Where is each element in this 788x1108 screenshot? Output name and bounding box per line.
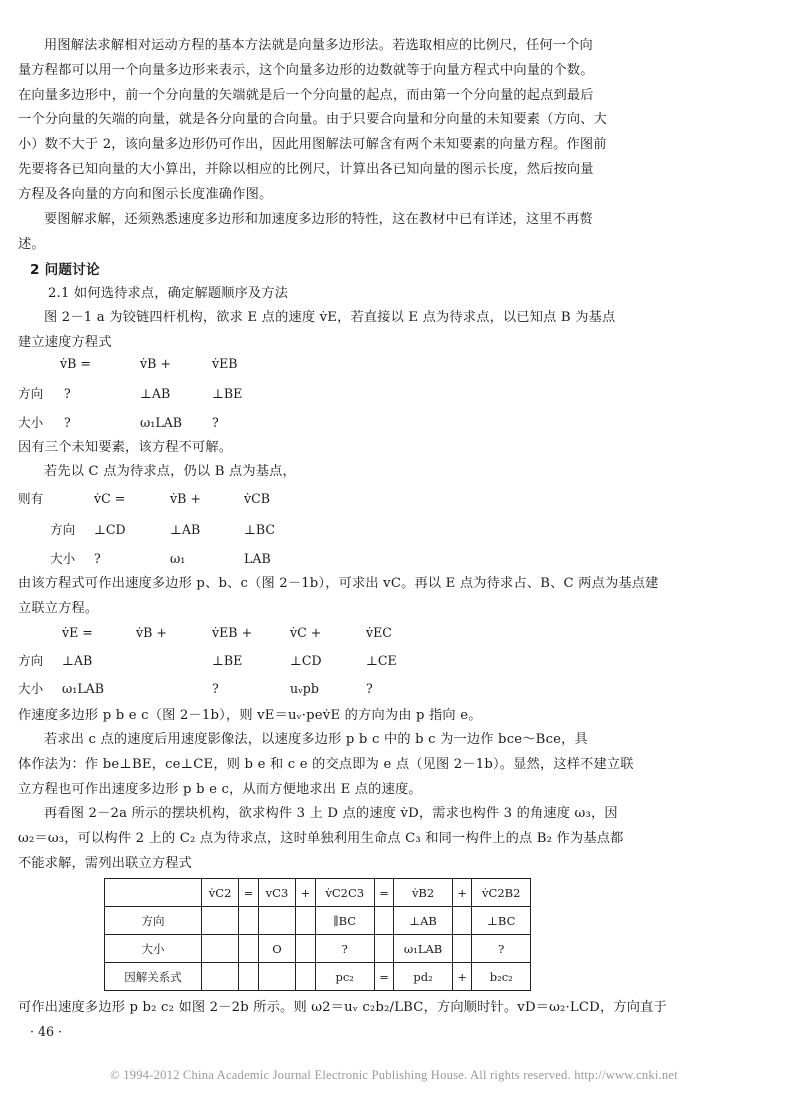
eq-cell: ω₁LAB xyxy=(62,681,105,696)
text-line: 方程及各向量的方向和图示长度准确作图。 xyxy=(18,186,273,202)
table-cell: ∥BC xyxy=(315,907,374,935)
table-cell xyxy=(239,907,259,935)
text-line: 用图解法求解相对运动方程的基本方法就是向量多边形法。若选取相应的比例尺，任何一个向 xyxy=(44,38,593,53)
table-cell xyxy=(296,935,316,963)
eq-cell: ? xyxy=(64,386,71,401)
eq-term: v̇CB xyxy=(244,491,271,506)
table-cell xyxy=(202,935,239,963)
paragraph-s7 xyxy=(18,802,770,876)
text-line: 立方程也可作出速度多边形 p b e c，从而方便地求出 E 点的速度。 xyxy=(18,781,422,797)
text-line: 再看图 2－2a 所示的摆块机构，欲求构件 3 上 D 点的速度 v̇D，需求也构件 3 的角速度 ω₃，因 xyxy=(44,806,618,821)
text-line: 立联立方程。 xyxy=(18,600,99,616)
equation-table xyxy=(104,878,531,991)
eq-cell: ⊥AB xyxy=(140,386,171,401)
eq-cell: ⊥CD xyxy=(94,522,126,537)
eq-cell: ? xyxy=(366,681,373,696)
eq-cell: ⊥CE xyxy=(366,653,397,668)
table-cell: = xyxy=(374,879,394,907)
table-cell xyxy=(452,935,472,963)
table-cell: vC3 xyxy=(258,879,295,907)
text-line: 一个分向量的矢端的向量，就是各分向量的合向量。由于只要合向量和分向量的未知要素（方向、大 xyxy=(18,112,608,128)
table-cell: ? xyxy=(472,935,531,963)
table-cell xyxy=(258,907,295,935)
table-cell: + xyxy=(452,963,472,991)
table-cell: v̇B2 xyxy=(394,879,452,907)
text-line: ω₂＝ω₃，可以构件 2 上的 C₂ 点为待求点，这时单独利用生命点 C₃ 和同一构件上的点 B₂ 作为基点都 xyxy=(18,830,624,846)
eq-term: v̇EC xyxy=(366,625,392,640)
subsection-heading: 2.1 如何选待求点，确定解题顺序及方法 xyxy=(48,286,289,301)
eq-cell: ω₁ xyxy=(170,551,186,566)
eq-term: v̇EB xyxy=(212,356,238,371)
paragraph-s1 xyxy=(18,306,770,356)
text-line: 建立速度方程式 xyxy=(18,334,112,350)
table-cell xyxy=(296,907,316,935)
eq-cell: LAB xyxy=(244,551,271,566)
table-cell: 大小 xyxy=(105,935,202,963)
table-cell: O xyxy=(258,935,295,963)
text-line: 图 2－1 a 为铰链四杆机构，欲求 E 点的速度 v̇E，若直接以 E 点为待求点，以已知点 B 为基点 xyxy=(44,310,616,325)
text-line: 量方程都可以用一个向量多边形来表示，这个向量多边形的边数就等于向量方程式中向量的个数。 xyxy=(18,62,594,78)
table-cell: ⊥BC xyxy=(472,907,531,935)
eq-cell: ⊥CD xyxy=(290,653,322,668)
table-row xyxy=(105,963,531,991)
table-cell xyxy=(258,963,295,991)
text-line: 在向量多边形中，前一个分向量的矢端就是后一个分向量的起点，而由第一个分向量的起点到最后 xyxy=(18,87,594,103)
table-cell xyxy=(202,963,239,991)
eq-cell: ? xyxy=(212,681,219,696)
eq-cell: ⊥BE xyxy=(212,653,243,668)
table-cell xyxy=(296,963,316,991)
text-line: 由该方程式可作出速度多边形 p、b、c（图 2－1b），可求出 vC。再以 E 点为待求占、B、C 两点为基点建 xyxy=(18,576,659,591)
eq-cell: ⊥BE xyxy=(212,386,243,401)
table-header-row xyxy=(105,879,531,907)
table-cell: b₂c₂ xyxy=(472,963,531,991)
eq-cell: ⊥BC xyxy=(244,522,275,537)
text-line: 若求出 c 点的速度后用速度影像法，以速度多边形 p b c 中的 b c 为一边作 bce～Bce，具 xyxy=(44,732,588,747)
text-line: 体作法为：作 be⊥BE，ce⊥CE，则 b e 和 c e 的交点即为 e 点（见图 2－1b）。显然，这样不建立联 xyxy=(18,756,634,772)
eq-term: v̇B + xyxy=(136,625,167,640)
eq-term: v̇E = xyxy=(62,625,93,640)
eq-label: 大小 xyxy=(18,681,44,696)
eq-label: 大小 xyxy=(50,551,76,566)
text-line: 要图解求解，还须熟悉速度多边形和加速度多边形的特性，这在教材中已有详述，这里不再赘 xyxy=(44,212,593,227)
table-cell xyxy=(239,935,259,963)
eq-cell: uᵥpb xyxy=(290,681,319,696)
table-cell xyxy=(105,879,202,907)
table-cell xyxy=(374,935,394,963)
eq-lead: 则有 xyxy=(18,491,44,506)
paragraph-s8: 可作出速度多边形 p b₂ c₂ 如图 2－2b 所示。则 ω2＝uᵥ c₂b₂/LBC，方向顺时针。vD＝ω₂·LCD，方向直于 xyxy=(18,1000,667,1015)
eq-label: 方向 xyxy=(50,522,76,537)
eq-cell: ? xyxy=(212,415,219,430)
text-line: 述。 xyxy=(18,236,45,252)
section-heading: 2 问题讨论 xyxy=(30,262,100,278)
table-row xyxy=(105,935,531,963)
paragraph-s2: 因有三个未知要素，该方程不可解。 xyxy=(18,440,233,455)
table-cell: v̇C2C3 xyxy=(315,879,374,907)
text-line: 不能求解，需列出联立方程式 xyxy=(18,855,193,871)
table-cell: ω₁LAB xyxy=(394,935,452,963)
intro-paragraph-2 xyxy=(18,208,770,258)
table-cell: + xyxy=(452,879,472,907)
table-cell: v̇C2B2 xyxy=(472,879,531,907)
intro-paragraph xyxy=(18,34,770,208)
eq-label: 大小 xyxy=(18,415,44,430)
table-cell: = xyxy=(374,963,394,991)
table-cell: = xyxy=(239,879,259,907)
table-cell xyxy=(374,907,394,935)
paragraph-s6 xyxy=(18,728,770,802)
text-line: 小）数不大于 2，该向量多边形仍可作出，因此用图解法可解含有两个未知要素的向量方程。作图前 xyxy=(18,137,607,153)
eq-term: v̇C = xyxy=(94,491,126,506)
paragraph-s3: 若先以 C 点为待求点，仍以 B 点为基点， xyxy=(44,464,296,479)
table-row xyxy=(105,907,531,935)
eq-cell: ? xyxy=(94,551,101,566)
table-cell: ⊥AB xyxy=(394,907,452,935)
table-cell: pc₂ xyxy=(315,963,374,991)
eq-label: 方向 xyxy=(18,386,44,401)
table-cell xyxy=(239,963,259,991)
table-cell: ? xyxy=(315,935,374,963)
table-cell xyxy=(452,907,472,935)
table-cell: pd₂ xyxy=(394,963,452,991)
page-number: · 46 · xyxy=(30,1024,63,1039)
eq-label: 方向 xyxy=(18,653,44,668)
eq-term: v̇B = xyxy=(60,356,91,371)
eq-term: v̇EB + xyxy=(212,625,253,640)
table-cell: v̇C2 xyxy=(202,879,239,907)
eq-cell: ⊥AB xyxy=(170,522,201,537)
table-cell: + xyxy=(296,879,316,907)
eq-term: v̇B + xyxy=(170,491,201,506)
eq-cell: ⊥AB xyxy=(62,653,93,668)
table-cell: 方向 xyxy=(105,907,202,935)
paragraph-s5: 作速度多边形 p b e c（图 2－1b），则 vE＝uᵥ·pev̇E 的方向为由 p 指向 e。 xyxy=(18,708,482,723)
eq-term: v̇B + xyxy=(140,356,171,371)
eq-cell: ? xyxy=(64,415,71,430)
eq-term: v̇C + xyxy=(290,625,322,640)
copyright-footer: © 1994-2012 China Academic Journal Electronic Publishing House. All rights reserved. http://www.cnki.net xyxy=(110,1068,678,1082)
text-line: 先要将各已知向量的大小算出，并除以相应的比例尺，计算出各已知向量的图示长度，然后按向量 xyxy=(18,161,594,177)
table-cell xyxy=(202,907,239,935)
paragraph-s4 xyxy=(18,572,770,622)
table-cell: 因解关系式 xyxy=(105,963,202,991)
eq-cell: ω₁LAB xyxy=(140,415,183,430)
